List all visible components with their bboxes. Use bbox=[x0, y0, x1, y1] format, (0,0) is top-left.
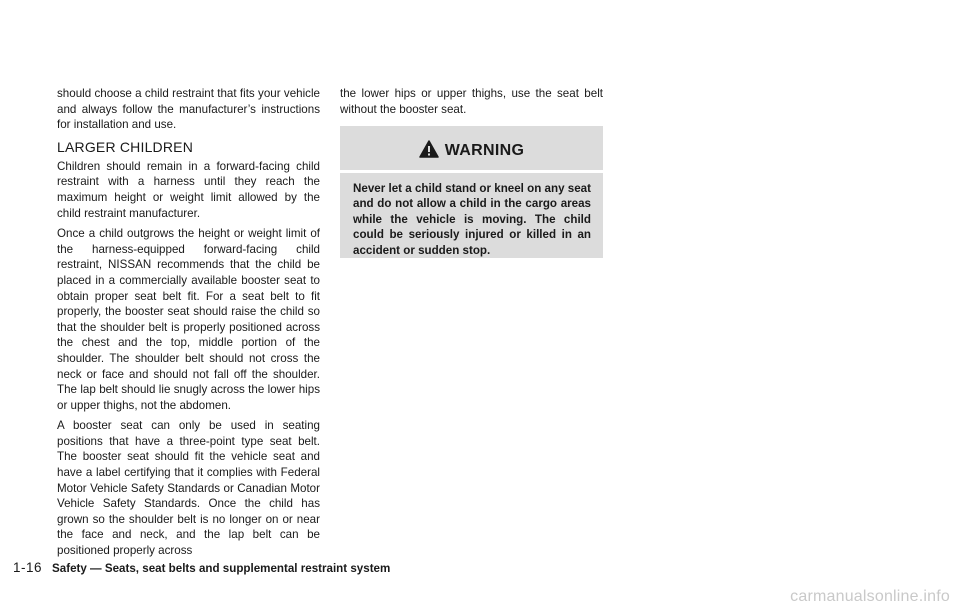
body-paragraph: Once a child outgrows the height or weight limit of the harness-equipped forward-facing child restraint, NISSAN recommends that the child be placed in a commercially available booster seat to obtain proper seat belt fit. For a seat belt to fit properly, the booster seat should raise the child so that the shoulder belt is properly positioned across the chest and the top, middle portion of the shoulder. The shoulder belt should not cross the neck or face and should not fall off the shoulder. The lap belt should lie snugly across the lower hips or upper thighs, not the abdomen. bbox=[57, 227, 320, 412]
page-number: 1-16 bbox=[13, 560, 43, 575]
page-footer bbox=[13, 560, 390, 575]
warning-triangle-icon bbox=[419, 140, 439, 163]
left-column bbox=[57, 86, 320, 564]
right-column bbox=[340, 86, 603, 122]
section-heading: LARGER CHILDREN bbox=[57, 138, 194, 155]
body-paragraph: the lower hips or upper thighs, use the seat belt without the booster seat. bbox=[340, 87, 603, 116]
warning-title: WARNING bbox=[444, 142, 525, 159]
body-paragraph: A booster seat can only be used in seating positions that have a three-point type seat belt. The booster seat should fit the vehicle seat and have a label certifying that it complies with Federal Motor Vehicle Safety Standards or Canadian Motor Vehicle Safety Standards. Once the child has grown so the shoulder belt is no longer on or near the face and neck, and the lap belt can be positioned properly across bbox=[57, 419, 320, 558]
body-paragraph: should choose a child restraint that fits your vehicle and always follow the manufacturer’s instructions for installation and use. bbox=[57, 87, 320, 132]
warning-text: Never let a child stand or kneel on any seat and do not allow a child in the cargo areas while the vehicle is moving. The child could be seriously injured or killed in an accident or sudden stop. bbox=[353, 182, 591, 257]
footer-section-title: Safety — Seats, seat belts and supplemental restraint system bbox=[52, 562, 391, 575]
body-paragraph: Children should remain in a forward-facing child restraint with a harness until they reach the maximum height or weight limit allowed by the child restraint manufacturer. bbox=[57, 159, 320, 220]
watermark: carmanualsonline.info bbox=[790, 588, 950, 605]
warning-box bbox=[340, 126, 603, 258]
warning-header bbox=[340, 132, 603, 170]
